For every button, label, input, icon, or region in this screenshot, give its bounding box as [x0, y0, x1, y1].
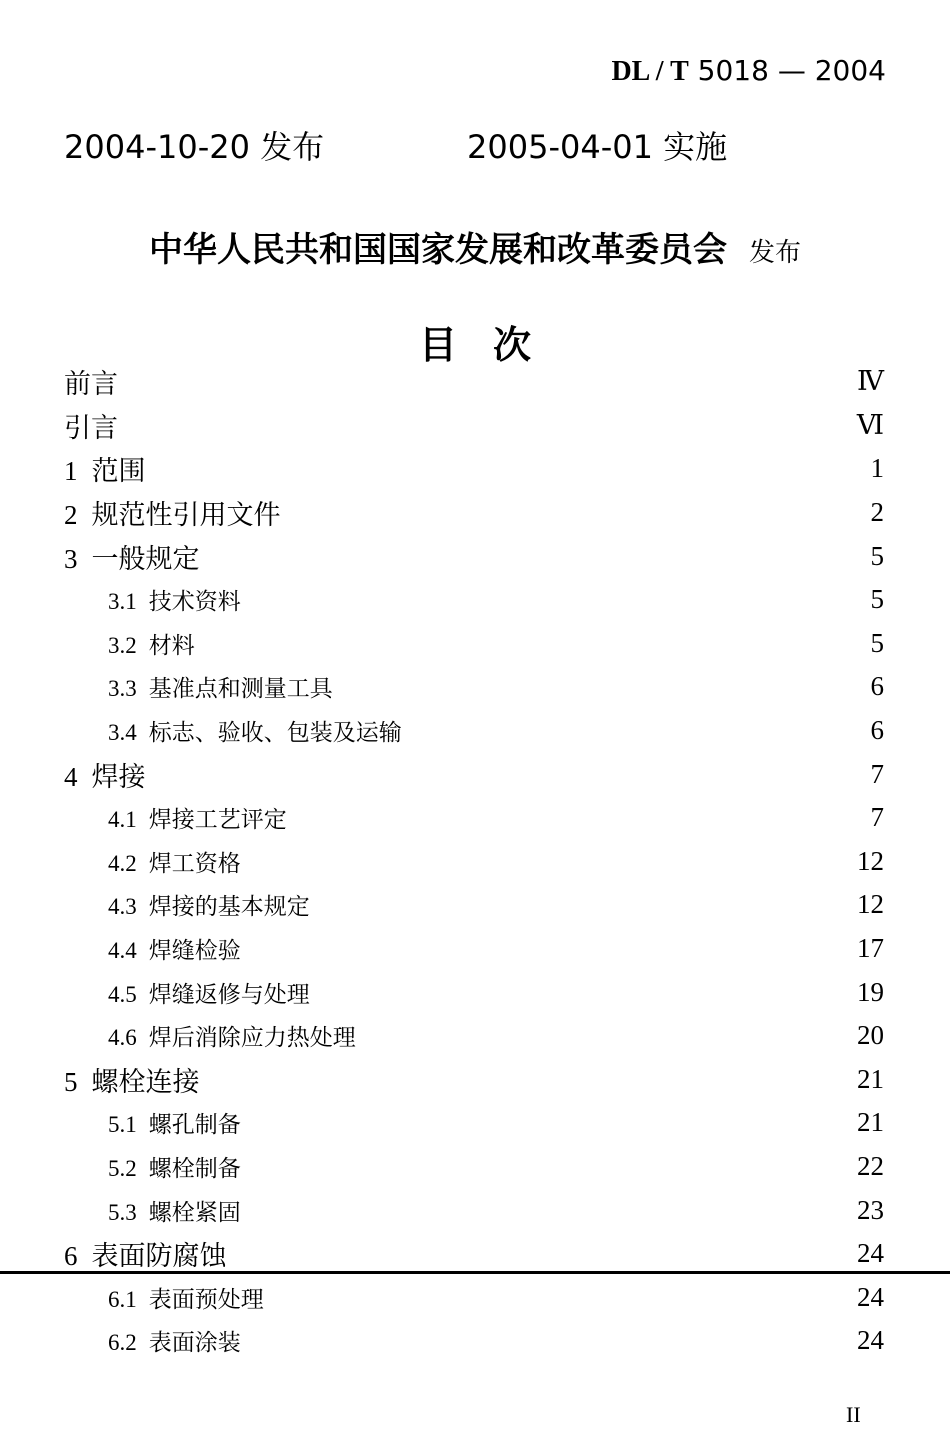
toc-entry-label	[64, 583, 241, 616]
toc-entry-page: 5	[870, 584, 884, 615]
toc-entry-page: 5	[870, 540, 884, 571]
toc-entry[interactable]	[64, 1058, 884, 1102]
toc-entry[interactable]	[64, 1232, 884, 1276]
toc-entry-label	[64, 932, 241, 965]
toc-entry-number: 2	[64, 500, 78, 531]
toc-entry-number: 3.1	[108, 589, 137, 615]
toc-entry-page: 22	[857, 1150, 884, 1181]
toc-entry-text: 焊后消除应力热处理	[148, 1025, 356, 1051]
toc-entry[interactable]	[64, 491, 884, 535]
toc-entry[interactable]	[64, 534, 884, 578]
toc-entry-label	[64, 888, 310, 921]
toc-entry-page: 19	[857, 976, 884, 1007]
toc-entry-label	[64, 976, 310, 1009]
toc-entry-number: 3.3	[108, 676, 137, 702]
toc-entry[interactable]	[64, 1188, 884, 1232]
toc-entry-text: 焊接	[91, 761, 146, 792]
toc-entry-page: 21	[857, 1107, 884, 1138]
toc-entry-number: 1	[64, 456, 78, 487]
toc-entry-text: 一般规定	[91, 543, 200, 574]
toc-entry-label	[64, 362, 118, 401]
toc-entry[interactable]	[64, 447, 884, 491]
toc-entry-number: 3.4	[108, 720, 137, 746]
toc-entry-label	[64, 845, 241, 878]
toc-entry[interactable]	[64, 1101, 884, 1145]
toc-entry-page: 2	[870, 497, 884, 528]
toc-entry-page: 24	[857, 1238, 884, 1269]
toc-entry-page: 7	[870, 802, 884, 833]
toc-entry-number: 4.3	[108, 894, 137, 920]
toc-entry[interactable]	[64, 840, 884, 884]
toc-entry-number: 6.2	[108, 1330, 137, 1356]
toc-entry-number: 4.4	[108, 938, 137, 964]
toc-entry[interactable]	[64, 796, 884, 840]
toc-entry[interactable]	[64, 665, 884, 709]
toc-entry-label	[64, 1234, 227, 1273]
table-of-contents	[64, 360, 884, 1363]
toc-entry-text: 螺栓紧固	[148, 1199, 241, 1225]
toc-entry-page: 5	[870, 627, 884, 658]
toc-entry-text: 螺栓连接	[91, 1066, 200, 1097]
toc-title: 目次	[418, 323, 567, 367]
toc-entry[interactable]	[64, 622, 884, 666]
standard-number: 5018 — 2004	[697, 54, 886, 87]
toc-entry[interactable]	[64, 1275, 884, 1319]
toc-entry-label	[64, 1194, 241, 1227]
toc-entry-page: Ⅵ	[856, 409, 884, 440]
toc-entry-page: 1	[870, 453, 884, 484]
toc-entry-text: 焊工资格	[148, 850, 241, 876]
toc-entry-label	[64, 493, 281, 532]
toc-entry-page: 12	[857, 889, 884, 920]
toc-entry-text: 引言	[64, 412, 118, 443]
toc-entry-label	[64, 627, 195, 660]
toc-entry[interactable]	[64, 1145, 884, 1189]
toc-entry-text: 焊缝返修与处理	[148, 981, 310, 1007]
toc-entry-number: 5.2	[108, 1155, 137, 1181]
toc-entry-label	[64, 1150, 241, 1183]
toc-entry[interactable]	[64, 578, 884, 622]
toc-entry[interactable]	[64, 404, 884, 448]
toc-entry-text: 焊缝检验	[148, 938, 241, 964]
toc-entry-label	[64, 801, 287, 834]
toc-entry-text: 焊接工艺评定	[148, 807, 287, 833]
toc-entry-text: 焊接的基本规定	[148, 894, 310, 920]
toc-entry-label	[64, 1060, 200, 1099]
toc-entry[interactable]	[64, 927, 884, 971]
toc-entry-text: 标志、验收、包装及运输	[148, 720, 402, 746]
toc-entry-page: 7	[870, 758, 884, 789]
toc-entry-number: 4.5	[108, 981, 137, 1007]
toc-entry-number: 5	[64, 1066, 78, 1097]
toc-entry-number: 6.1	[108, 1286, 137, 1312]
toc-entry-text: 规范性引用文件	[91, 500, 281, 531]
toc-entry-label	[64, 1281, 264, 1314]
toc-entry-page: 20	[857, 1020, 884, 1051]
publish-label: 发布	[748, 238, 801, 268]
toc-entry[interactable]	[64, 709, 884, 753]
toc-entry-page: 12	[857, 845, 884, 876]
toc-entry-text: 螺栓制备	[148, 1155, 241, 1181]
toc-entry-number: 4	[64, 761, 78, 792]
toc-entry-text: 前言	[64, 369, 118, 400]
toc-entry[interactable]	[64, 970, 884, 1014]
toc-entry-number: 6	[64, 1241, 78, 1272]
page-number: II	[846, 1402, 861, 1427]
toc-entry-text: 螺孔制备	[148, 1112, 241, 1138]
toc-entry-number: 3	[64, 543, 78, 574]
toc-entry-text: 表面防腐蚀	[91, 1241, 227, 1272]
implementation-date: 2005-04-01 实施	[467, 128, 728, 166]
toc-entry-page: 23	[857, 1194, 884, 1225]
toc-entry-page: 6	[870, 671, 884, 702]
issue-date: 2004-10-20 发布	[64, 128, 325, 166]
issuer-line	[0, 222, 950, 271]
toc-entry-page: 24	[857, 1281, 884, 1312]
toc-entry-text: 范围	[91, 456, 146, 487]
toc-entry-label	[64, 714, 402, 747]
toc-entry-page: 17	[857, 933, 884, 964]
toc-entry-text: 材料	[148, 632, 195, 658]
toc-entry-page: 24	[857, 1325, 884, 1356]
toc-entry-label	[64, 537, 200, 576]
toc-entry-label	[64, 1019, 356, 1052]
toc-entry-label	[64, 449, 146, 488]
toc-entry-label	[64, 670, 333, 703]
standard-prefix: DL / T	[611, 56, 689, 87]
toc-entry-number: 4.1	[108, 807, 137, 833]
horizontal-rule	[0, 1271, 950, 1274]
toc-entry[interactable]	[64, 360, 884, 404]
issuing-organization: 中华人民共和国国家发展和改革委员会	[148, 230, 727, 270]
toc-entry-label	[64, 1106, 241, 1139]
toc-entry-label	[64, 755, 146, 794]
toc-entry-text: 基准点和测量工具	[148, 676, 333, 702]
toc-entry-number: 3.2	[108, 632, 137, 658]
standard-code	[611, 54, 886, 88]
toc-entry-text: 表面预处理	[148, 1286, 264, 1312]
toc-entry-number: 4.2	[108, 850, 137, 876]
toc-entry-page: Ⅳ	[857, 366, 884, 397]
toc-entry[interactable]	[64, 1319, 884, 1363]
toc-entry-number: 5.3	[108, 1199, 137, 1225]
toc-entry-text: 技术资料	[148, 589, 241, 615]
toc-entry-text: 表面涂装	[148, 1330, 241, 1356]
toc-entry[interactable]	[64, 1014, 884, 1058]
toc-entry-page: 6	[870, 715, 884, 746]
toc-entry-number: 5.1	[108, 1112, 137, 1138]
toc-entry-number: 4.6	[108, 1025, 137, 1051]
toc-entry-label	[64, 1324, 241, 1357]
toc-entry-page: 21	[857, 1063, 884, 1094]
toc-entry-label	[64, 406, 118, 445]
toc-entry[interactable]	[64, 752, 884, 796]
toc-entry[interactable]	[64, 883, 884, 927]
